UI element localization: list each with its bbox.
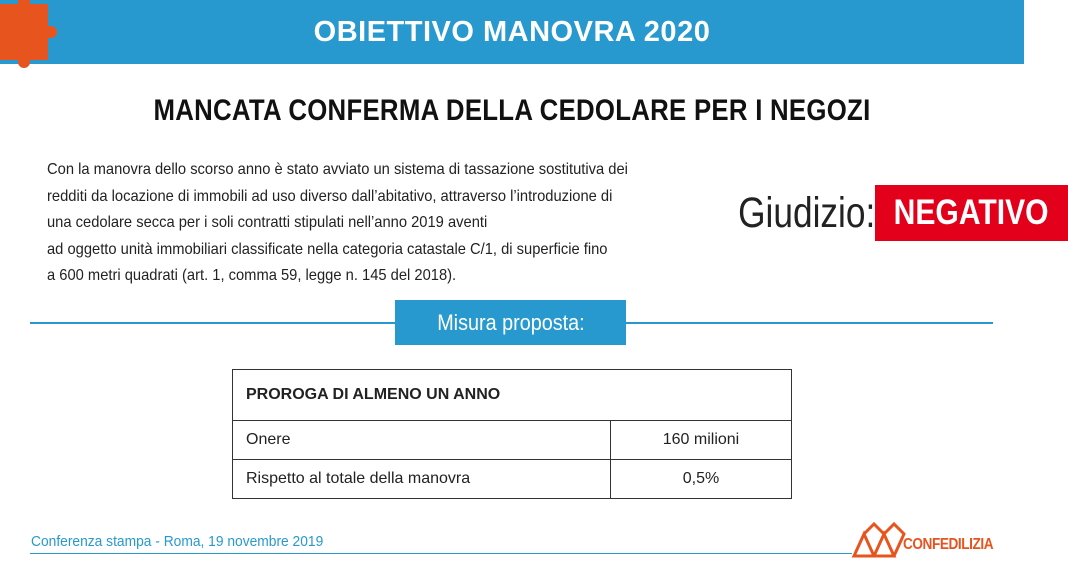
- divider-left: [30, 322, 396, 324]
- verdict-value: NEGATIVO: [893, 193, 1049, 232]
- intro-paragraph: [47, 157, 691, 290]
- intro-line: una cedolare secca per i soli contratti stipulati nell’anno 2019 aventi: [47, 214, 488, 231]
- table-cell-label: Onere: [233, 421, 611, 460]
- footer-divider: [30, 553, 852, 554]
- proposal-table: [232, 369, 792, 499]
- table-row: [233, 421, 792, 460]
- table-header-row: [233, 370, 792, 421]
- intro-line: ad oggetto unità immobiliari classificate nella categoria catastale C/1, di superficie fino: [47, 240, 608, 258]
- measure-label: Misura proposta:: [436, 310, 585, 335]
- table-cell-value: 0,5%: [611, 460, 792, 499]
- divider-right: [626, 322, 993, 324]
- table-cell-label: Rispetto al totale della manovra: [233, 460, 611, 499]
- footer-caption: Conferenza stampa - Roma, 19 novembre 2019: [31, 533, 324, 550]
- intro-line: Con la manovra dello scorso anno è stato avviato un sistema di tassazione sostitutiva dei: [47, 161, 628, 178]
- verdict-badge: [875, 185, 1067, 241]
- intro-line: redditi da locazione di immobili ad uso diverso dall’abitativo, attraverso l’introduzione di: [47, 187, 613, 205]
- logo-text: CONFEDILIZIA: [903, 536, 994, 553]
- table-cell-value: 160 milioni: [611, 421, 792, 460]
- header-title: OBIETTIVO MANOVRA 2020: [313, 16, 711, 48]
- measure-label-box: [395, 300, 626, 345]
- verdict-label: Giudizio:: [738, 188, 876, 237]
- verdict: [708, 185, 1068, 241]
- page-title: MANCATA CONFERMA DELLA CEDOLARE PER I NEGOZI: [153, 94, 871, 127]
- intro-line: a 600 metri quadrati (art. 1, comma 59, legge n. 145 del 2018).: [47, 267, 457, 284]
- header-bar: [0, 0, 1024, 64]
- table-row: [233, 460, 792, 499]
- table-header: PROROGA DI ALMENO UN ANNO: [233, 370, 792, 421]
